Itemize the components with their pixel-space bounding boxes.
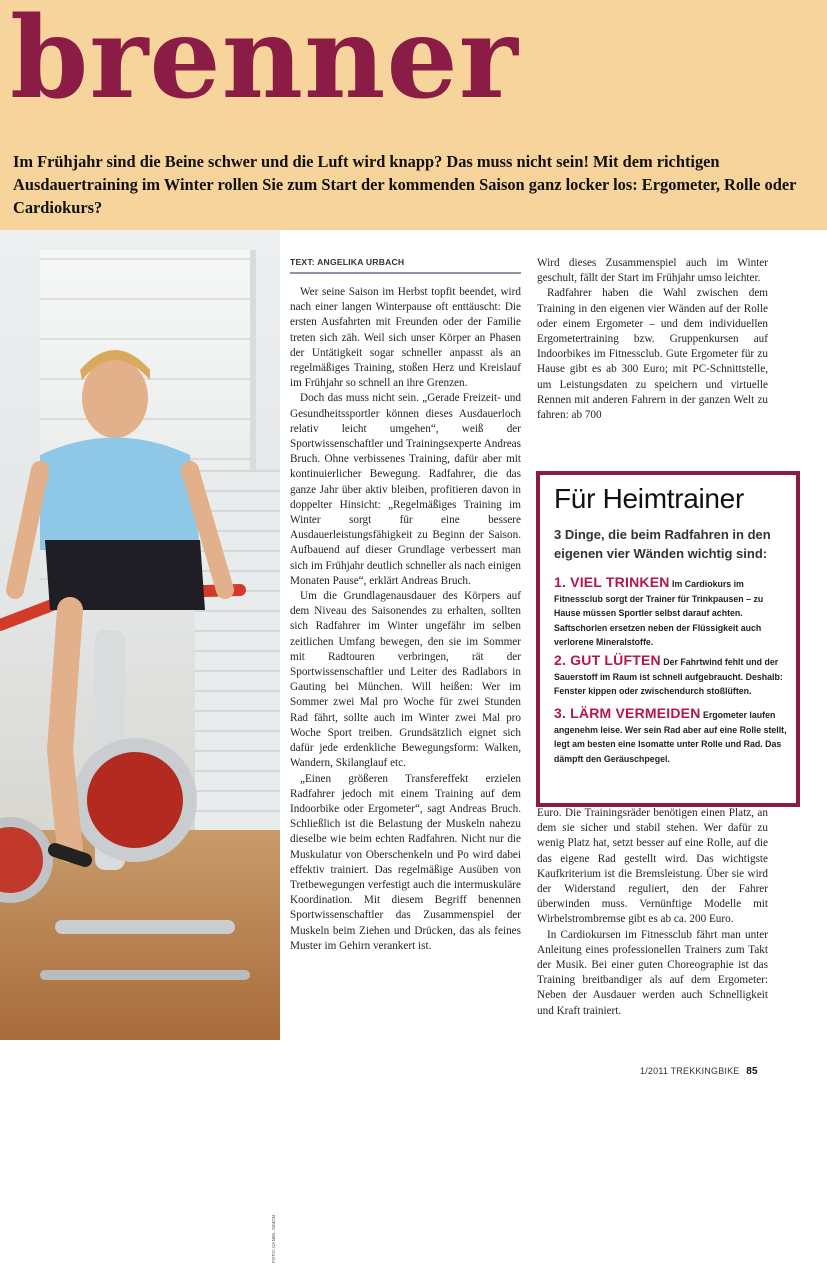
rider-leg bbox=[60, 610, 70, 850]
tips-box bbox=[536, 471, 800, 807]
lead-paragraph: Im Frühjahr sind die Beine schwer und die Luft wird knapp? Das muss nicht sein! Mit dem richtigen Ausdauertraining im Winter rollen Sie zum Start der kommenden Saison ganz locker los: Ergometer, Rolle oder Cardiokurs? bbox=[13, 152, 797, 217]
page-number: 85 bbox=[746, 1066, 758, 1077]
tip-item bbox=[554, 653, 790, 699]
rider-head bbox=[82, 358, 148, 438]
photo-credit bbox=[266, 1195, 278, 1265]
rider-shoe bbox=[55, 850, 85, 860]
tip-text: Im Cardiokurs im Fitnessclub sorgt der Trainer für Trinkpausen – zu Hause müssen Sportler selbst darauf achten. Saftschorlen ersetzen neben der Flüssigkeit auch verlorene Mineralstoffe. bbox=[554, 579, 764, 647]
paragraph: Wird dieses Zusammenspiel auch im Winter geschult, fällt der Start im Frühjahr umso leichter. bbox=[537, 257, 768, 285]
paragraph: Radfahrer haben die Wahl zwischen dem Training in den eigenen vier Wänden auf der Rolle oder einem Ergometer – und dem individuellen Ergometertraining bzw. Gruppenkursen auf Indoorbikes im Fitnessclub. Gute Ergometer für zu Hause gibt es ab 300 Euro; mit PC-Schnittstelle, um Leistungsdaten zu speichern und virtuelle Rennen mit anderen Fahrern in der ganzen Welt zu fahren: ab 700 bbox=[537, 287, 768, 422]
header-band bbox=[0, 0, 827, 230]
issue-label: 1/2011 TREKKINGBIKE bbox=[640, 1066, 740, 1076]
paragraph: Doch das muss nicht sein. „Gerade Freizeit- und Gesundheitssportler können dieses Ausdauerloch relativ leicht umgehen“, weiß der Sportwissenschaftler und Trainingsexperte Andreas Bruch. Ohne verbissenes Training, dafür aber mit kontinuierlicher Bewegung. Radfahrer, die das ganze Jahr über aktiv bleiben, profitieren davon in doppelter Hinsicht: „Regelmäßiges Training im Winter sorgt für eine bessere Ausdauerleistungsfähigkeit zu Beginn der Saison. Aufbauend auf dieser Grundlage verbessert man sich im Frühjahr deutlich schneller als nach einigen Monaten Pause“, erklärt Andreas Bruch. bbox=[290, 392, 521, 587]
tip-item bbox=[554, 706, 790, 766]
tip-item bbox=[554, 575, 790, 650]
tips-box-subtitle: 3 Dinge, die beim Radfahren in den eigenen vier Wänden wichtig sind: bbox=[554, 527, 771, 561]
paragraph: Um die Grundlagenausdauer des Körpers auf dem Niveau des Saisonendes zu erhalten, sollten sich Radfahrer im Winter ungefähr im selben zeitlichen Umfang bewegen, den sie im Sommer mit Radtouren verbringen, rät der Sportwissenschaftler und Leiter des Radlabors in Gauting bei München. Will heißen: Wer im Sommer zwei Mal pro Woche für zwei Stunden Rad fährt, sollte auch im Winter zwei Mal pro Woche Sport treiben. Grundsätzlich eignet sich dafür jede erdenkliche Bewegungsform: Walken, Wandern, Skilanglauf etc. bbox=[290, 590, 521, 770]
tip-heading: 2. GUT LÜFTEN bbox=[554, 652, 661, 668]
tip-heading: 1. VIEL TRINKEN bbox=[554, 574, 670, 590]
page-footer bbox=[640, 1066, 758, 1077]
headline: brenner bbox=[10, 0, 519, 124]
tip-text: Der Fahrtwind fehlt und der Sauerstoff im Raum ist schnell aufgebraucht. Deshalb: Fenster kippen oder zwischendurch stoßlüften. bbox=[554, 657, 783, 696]
tip-heading: 3. LÄRM VERMEIDEN bbox=[554, 705, 701, 721]
paragraph: In Cardiokursen im Fitnessclub fährt man unter Anleitung eines professionellen Trainers zum Takt der Musik. Bei einer guten Choreographie ist das Training breitbandiger als auf dem Ergometer: Neben der Ausdauer werden auch Schnelligkeit und Kraft trainiert. bbox=[537, 928, 768, 1017]
bike-base bbox=[55, 920, 235, 934]
rider-arm-left bbox=[15, 470, 40, 590]
byline: TEXT: ANGELIKA URBACH bbox=[290, 257, 521, 274]
article-column-1 bbox=[290, 285, 521, 954]
article-column-2-bottom bbox=[537, 806, 768, 1019]
paragraph: Euro. Die Trainingsräder benötigen einen Platz, an dem sie sicher und stabil stehen. Wer dafür zu wenig Platz hat, setzt besser auf eine Rolle, auf die das eigene Rad gestellt wird. Das wichtigste Kaufkriterium ist die Bremsleistung. Über sie wird der Widerstand reguliert, den der Fahrer überwinden muss. Vernünftige Modelle mit Wirbelstrombremse gibt es ab ca. 200 Euro. bbox=[537, 807, 768, 926]
photo-credit-label: FOTO: DANIEL SIMON bbox=[271, 1215, 276, 1263]
tips-box-title: Für Heimtrainer bbox=[554, 483, 744, 514]
tip-text: Ergometer laufen angenehm leise. Wer sein Rad aber auf eine Rolle stellt, legt am besten eine Isomatte unter Rolle und Rad. Das dämpft den Geräuschpegel. bbox=[554, 710, 787, 764]
bike-base-rear bbox=[40, 970, 250, 980]
paragraph: „Einen größeren Transfereffekt erzielen Radfahrer jedoch mit einem Training auf dem Indoorbike oder Ergometer“, sagt Andreas Bruch. Schließlich ist die Belastung der Muskeln nahezu dieselbe wie beim echten Radfahren. Nicht nur die Muskulatur von Oberschenkeln und Po wird dabei effektiv trainiert. Das regelmäßige Ausüben von Tretbewegungen verfestigt auch die intermuskuläre Koordination. Mit diesem Begriff benennen Sportwissenschaftler das Zusammenspiel der Muskeln beim Ziehen und Drücken, das als feines Muster im Gehirn verankert ist. bbox=[290, 772, 521, 952]
article-column-2-top bbox=[537, 256, 768, 423]
flywheel bbox=[80, 745, 190, 855]
rider-shirt bbox=[40, 438, 200, 551]
cyclist-illustration bbox=[0, 230, 280, 1040]
flywheel-left bbox=[0, 822, 48, 898]
paragraph: Wer seine Saison im Herbst topfit beendet, wird nach einer langen Winterpause oft enttäuscht: Die ersten Ausfahrten mit Freunden oder der Familie treten sich zäh. Weil sich unser Körper an Phasen der Untätigkeit sogar schneller anpasst als an regelmäßiges Training, stoßen Herz und Kreislauf im Frühjahr so schnell an ihre Grenzen. bbox=[290, 286, 521, 390]
photo-credit-text bbox=[266, 1195, 278, 1265]
article-photo bbox=[0, 230, 280, 1263]
